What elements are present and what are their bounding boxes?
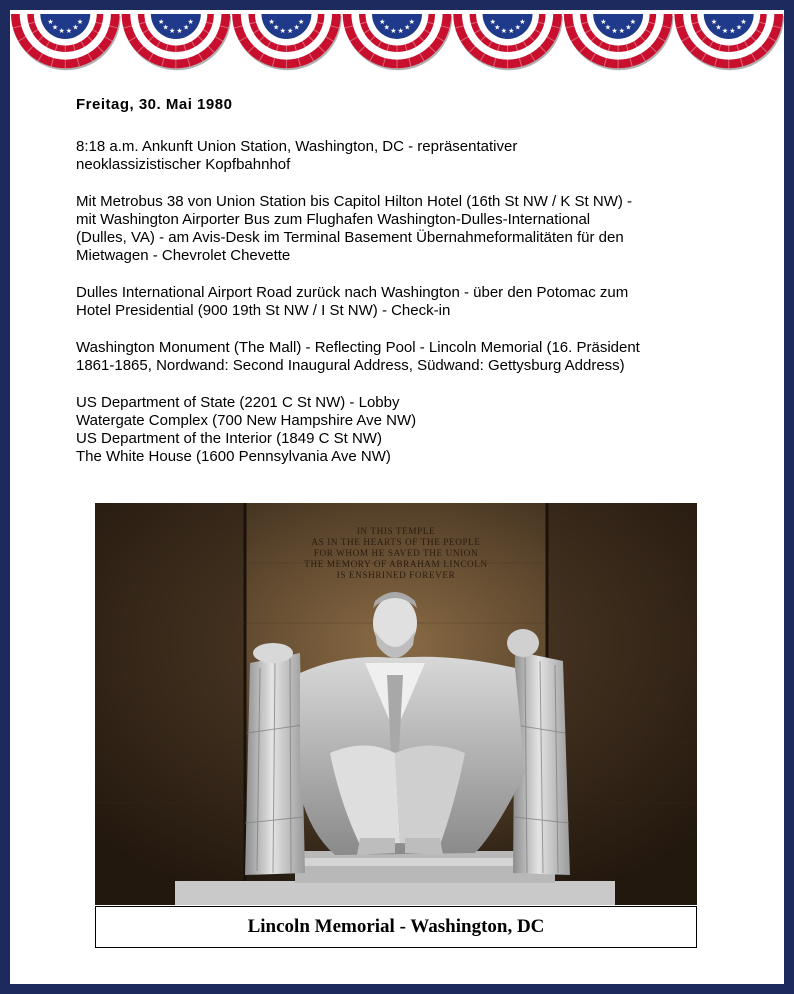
svg-text:★: ★ [408,18,415,26]
bunting-rosette [122,14,232,70]
bunting-rosette [453,14,563,70]
lincoln-memorial-photo [95,503,697,905]
flag-bunting-decoration [10,10,784,72]
text-line: neoklassizistischer Kopfbahnhof [76,156,291,173]
text-line: 8:18 a.m. Ankunft Union Station, Washington, DC - repräsentativer [76,138,518,155]
svg-text:★: ★ [514,24,521,32]
svg-text:★: ★ [176,27,183,35]
svg-text:★: ★ [51,24,59,32]
page [10,10,784,984]
text-line: mit Washington Airporter Bus zum Flughafen Washington-Dulles-International [76,211,591,228]
svg-text:★: ★ [293,24,300,32]
text-line: Mit Metrobus 38 von Union Station bis Capitol Hilton Hotel (16th St NW / K St NW) - [76,193,633,210]
svg-text:★: ★ [600,18,607,26]
svg-text:★: ★ [618,27,625,35]
text-line: 1861-1865, Nordwand: Second Inaugural Address, Südwand: Gettysburg Address) [76,357,625,374]
svg-text:★: ★ [611,27,618,35]
svg-text:★: ★ [47,18,54,26]
svg-text:★: ★ [404,24,411,32]
bunting-rosette [343,14,453,70]
inscription-line: IS ENSHRINED FOREVER [336,570,456,580]
svg-text:★: ★ [182,24,190,32]
paragraph-sights [76,394,736,466]
svg-text:★: ★ [72,24,79,32]
text-line: Mietwagen - Chevrolet Chevette [76,247,291,264]
travel-diary-entry [76,96,736,485]
svg-text:★: ★ [721,27,729,35]
inscription-line: IN THIS TEMPLE [356,526,436,536]
svg-text:★: ★ [625,24,632,32]
paragraph-hotel [76,284,736,320]
svg-text:★: ★ [390,27,397,35]
svg-text:★: ★ [187,18,194,26]
svg-text:★: ★ [268,18,275,26]
text-line: The White House (1600 Pennsylvania Ave NW) [76,448,391,465]
text-line: Washington Monument (The Mall) - Reflecting Pool - Lincoln Memorial (16. Präsident [76,339,640,356]
svg-text:★: ★ [286,27,294,35]
svg-text:★: ★ [494,24,501,32]
entry-date-heading: Freitag, 30. Mai 1980 [76,96,233,113]
svg-text:★: ★ [76,18,84,26]
svg-text:★: ★ [500,27,508,35]
inscription-line: THE MEMORY OF ABRAHAM LINCOLN [304,559,488,569]
bunting-rosette [232,14,342,70]
svg-text:★: ★ [729,27,736,35]
inscription-line: AS IN THE HEARTS OF THE PEOPLE [311,537,481,547]
paragraph-arrival [76,138,736,174]
text-line: (Dulles, VA) - am Avis-Desk im Terminal Basement Übernahmeformalitäten für den [76,229,624,246]
text-line: Hotel Presidential (900 19th St NW / I St NW) - Check-in [76,302,451,319]
svg-text:★: ★ [740,18,747,26]
svg-text:★: ★ [489,18,496,26]
svg-text:★: ★ [157,18,165,26]
svg-text:★: ★ [162,24,169,32]
text-line: Watergate Complex (700 New Hampshire Ave NW) [76,412,417,429]
bunting-rosette [564,14,674,70]
svg-text:★: ★ [604,24,612,32]
text-line: US Department of State (2201 C St NW) - Lobby [76,394,400,411]
svg-text:★: ★ [273,24,280,32]
bunting-rosette [674,14,784,70]
svg-text:★: ★ [508,27,515,35]
svg-text:★: ★ [735,24,743,32]
svg-text:★: ★ [715,24,722,32]
svg-text:★: ★ [298,18,305,26]
text-line: Dulles International Airport Road zurück nach Washington - über den Potomac zum [76,284,629,301]
svg-text:★: ★ [710,18,718,26]
svg-text:★: ★ [397,27,404,35]
svg-text:★: ★ [383,24,390,32]
photo-caption: Lincoln Memorial - Washington, DC [95,906,697,948]
svg-text:★: ★ [279,27,286,35]
svg-text:★: ★ [519,18,526,26]
svg-text:★: ★ [65,27,73,35]
paragraph-rental-car [76,193,736,265]
svg-text:★: ★ [169,27,176,35]
bunting-rosette [11,14,121,70]
text-line: US Department of the Interior (1849 C St NW) [76,430,382,447]
paragraph-monuments [76,339,736,375]
svg-text:★: ★ [58,27,65,35]
inscription-line: FOR WHOM HE SAVED THE UNION [313,548,479,558]
svg-text:★: ★ [379,18,386,26]
svg-text:★: ★ [629,18,637,26]
